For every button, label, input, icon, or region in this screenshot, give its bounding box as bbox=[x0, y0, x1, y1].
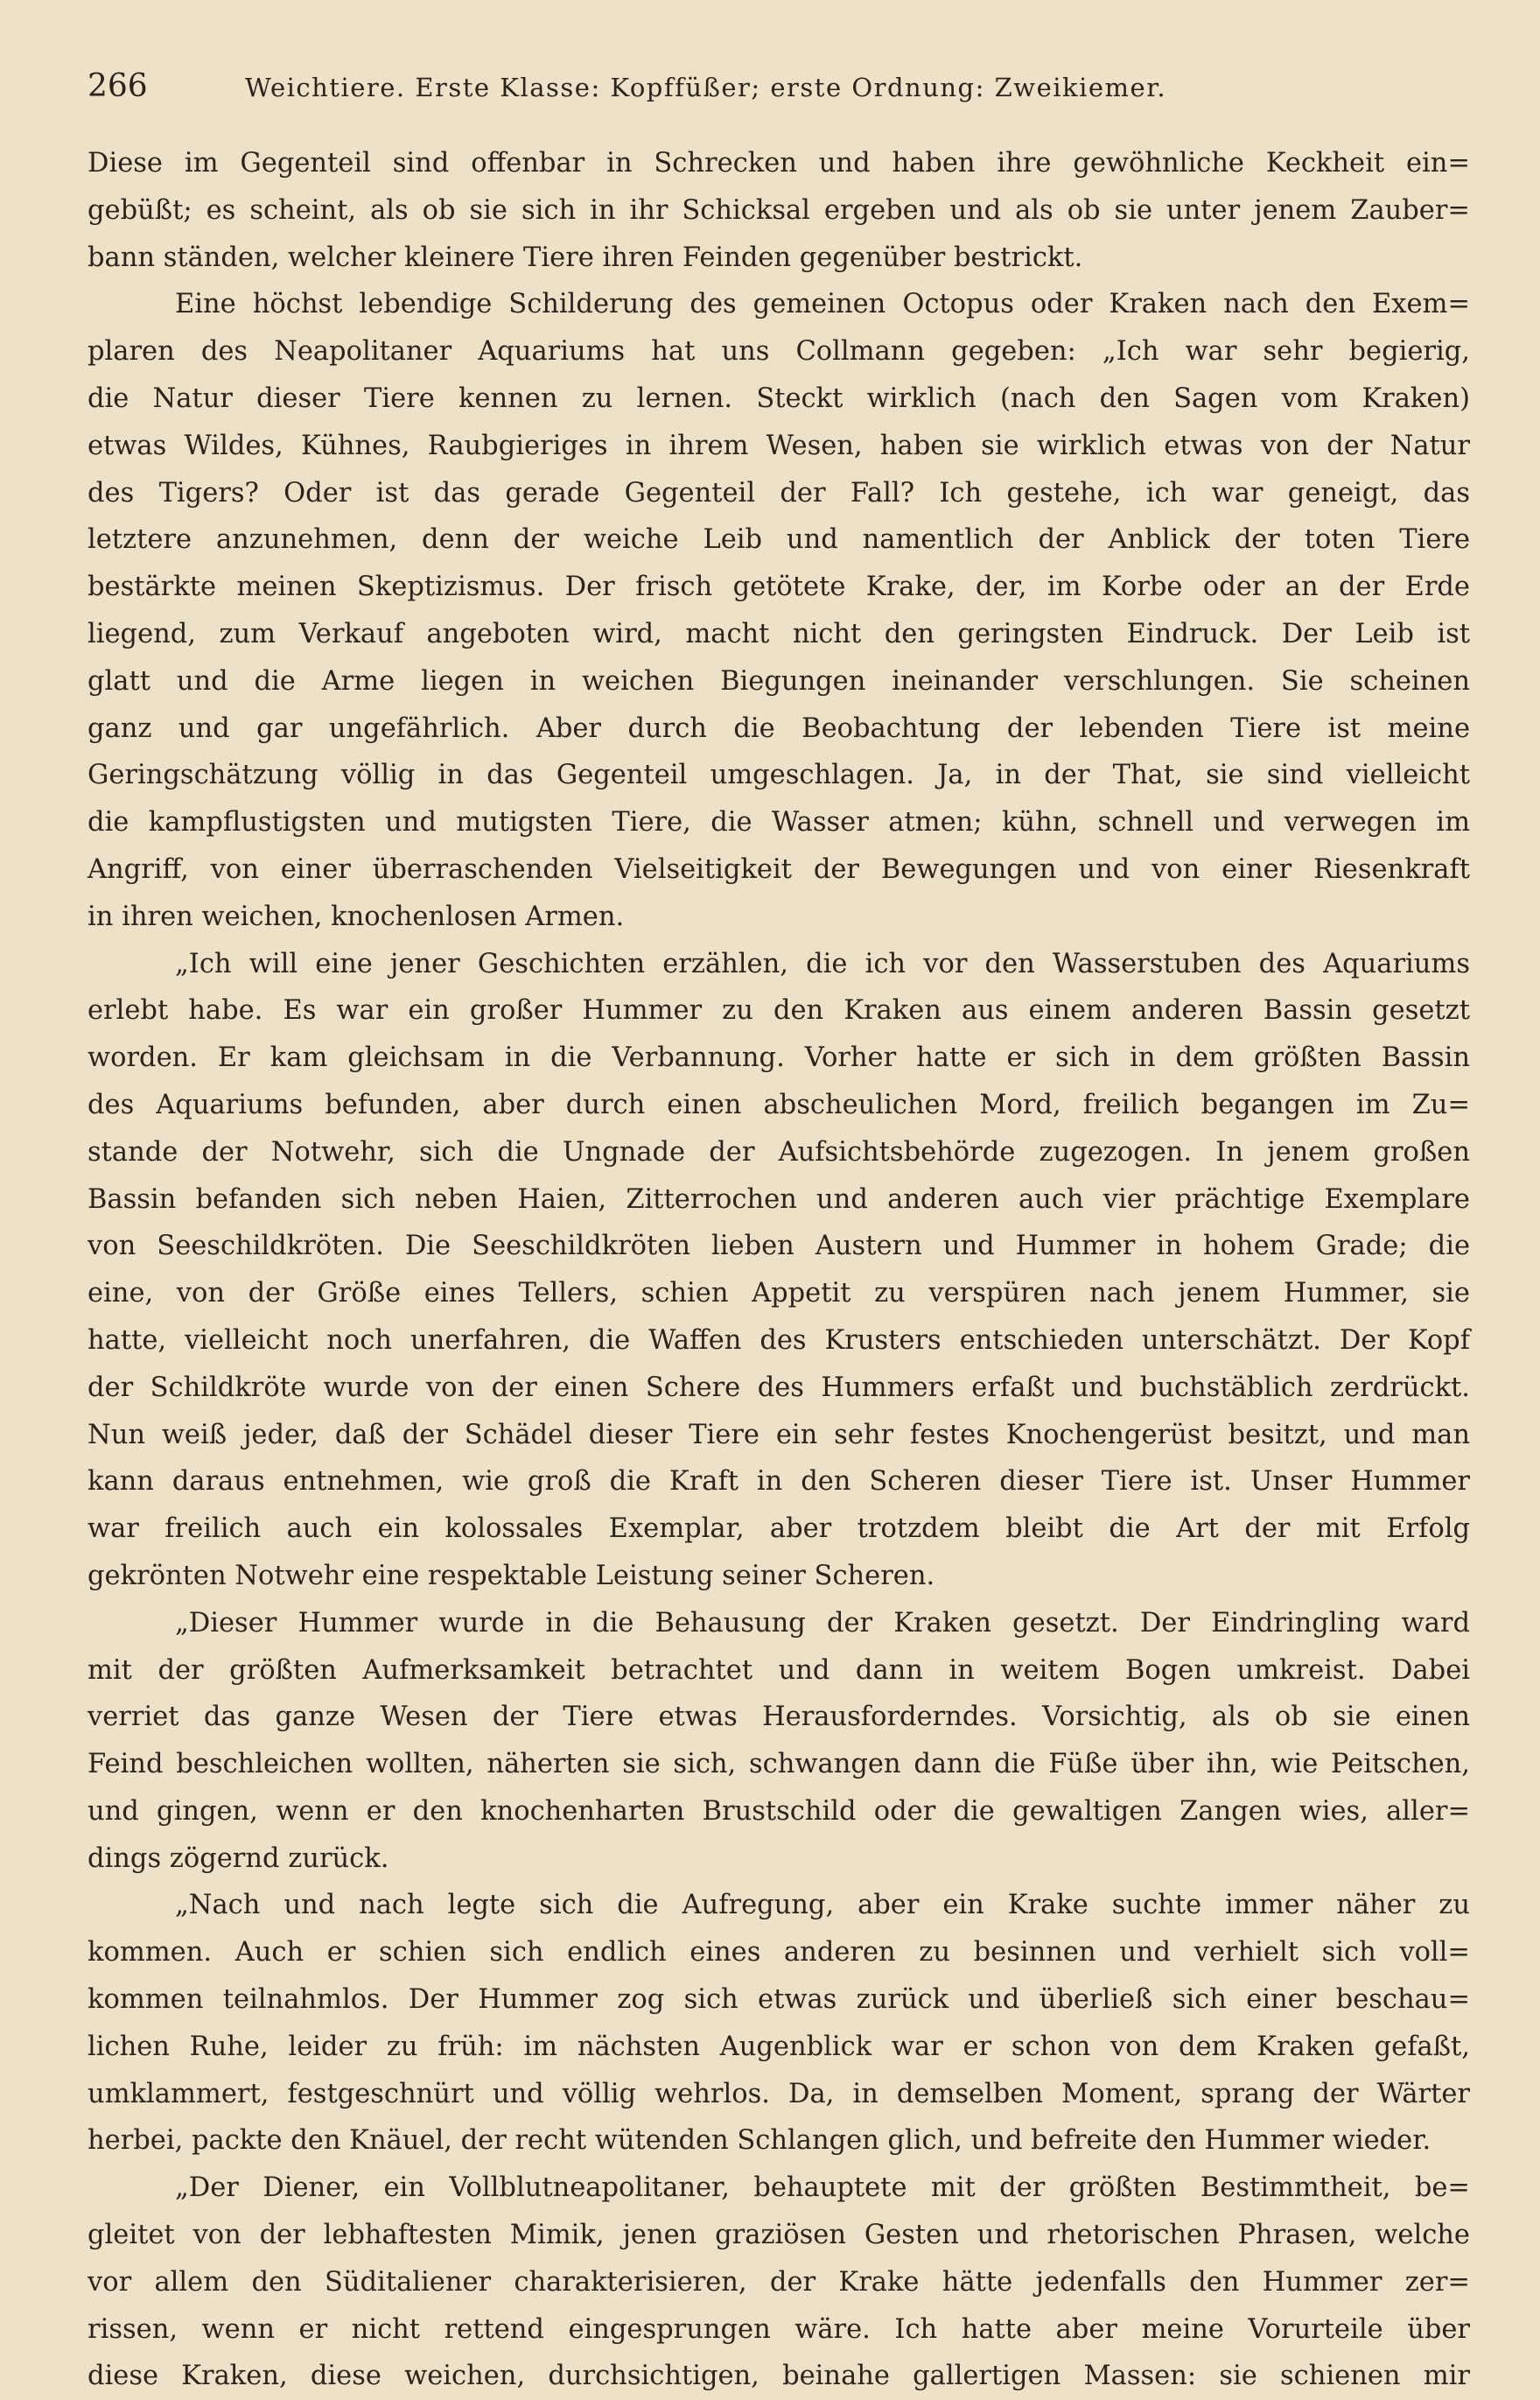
body-text bbox=[88, 140, 1470, 2400]
text-line: hatte, vielleicht noch unerfahren, die Waffen des Krusters entschieden unterschätzt. Der Kopf bbox=[88, 1324, 1470, 1356]
paragraph bbox=[88, 941, 1470, 1600]
text-line: gebüßt; es scheint, als ob sie sich in ihr Schicksal ergeben und als ob sie unter jenem Zauber= bbox=[88, 194, 1470, 226]
text-line: worden. Er kam gleichsam in die Verbannung. Vorher hatte er sich in dem größten Bassin bbox=[88, 1042, 1470, 1074]
text-line: bestärkte meinen Skeptizismus. Der frisch getötete Krake, der, im Korbe oder an der Erde bbox=[88, 572, 1470, 603]
text-line: kommen teilnahmlos. Der Hummer zog sich etwas zurück und überließ sich einer beschau= bbox=[88, 1984, 1470, 2016]
text-line: gleitet von der lebhaftesten Mimik, jenen graziösen Gesten und rhetorischen Phrasen, welche bbox=[88, 2220, 1470, 2251]
text-line: ganz und gar ungefährlich. Aber durch die Beobachtung der lebenden Tiere ist meine bbox=[88, 712, 1470, 744]
text-line: plaren des Neapolitaner Aquariums hat uns Collmann gegeben: „Ich war sehr begierig, bbox=[88, 336, 1470, 368]
text-line: des Aquariums befunden, aber durch einen abscheulichen Mord, freilich begangen im Zu= bbox=[88, 1089, 1470, 1120]
paragraph bbox=[88, 1882, 1470, 2165]
text-line: lichen Ruhe, leider zu früh: im nächsten Augenblick war er schon von dem Kraken gefaßt, bbox=[88, 2031, 1470, 2062]
text-line: verriet das ganze Wesen der Tiere etwas Herausforderndes. Vorsichtig, als ob sie einen bbox=[88, 1702, 1470, 1733]
text-line: umklammert, festgeschnürt und völlig wehrlos. Da, in demselben Moment, sprang der Wärter bbox=[88, 2078, 1470, 2109]
text-line: Eine höchst lebendige Schilderung des gemeinen Octopus oder Kraken nach den Exem= bbox=[175, 289, 1470, 320]
text-line: „Der Diener, ein Vollblutneapolitaner, behauptete mit der größten Bestimmtheit, be= bbox=[175, 2172, 1470, 2204]
text-line: Geringschätzung völlig in das Gegenteil umgeschlagen. Ja, in der That, sie sind vielleicht bbox=[88, 760, 1470, 791]
text-line: „Dieser Hummer wurde in die Behausung der Kraken gesetzt. Der Eindringling ward bbox=[175, 1607, 1470, 1639]
text-line: Diese im Gegenteil sind offenbar in Schrecken und haben ihre gewöhnliche Keckheit ein= bbox=[88, 148, 1470, 179]
text-line: rissen, wenn er nicht rettend eingesprungen wäre. Ich hatte aber meine Vorurteile über bbox=[88, 2313, 1470, 2345]
text-line: kann daraus entnehmen, wie groß die Kraft in den Scheren dieser Tiere ist. Unser Hummer bbox=[88, 1466, 1470, 1498]
text-line: „Ich will eine jener Geschichten erzählen, die ich vor den Wasserstuben des Aquariums bbox=[175, 948, 1470, 979]
text-line: Feind beschleichen wollten, näherten sie sich, schwangen dann die Füße über ihn, wie Peitschen, bbox=[88, 1749, 1470, 1780]
text-line: des Tigers? Oder ist das gerade Gegenteil der Fall? Ich gestehe, ich war geneigt, das bbox=[88, 477, 1470, 509]
text-line: Bassin befanden sich neben Haien, Zitterrochen und anderen auch vier prächtige Exemplare bbox=[88, 1183, 1470, 1215]
text-line: war freilich auch ein kolossales Exemplar, aber trotzdem bleibt die Art der mit Erfolg bbox=[88, 1513, 1470, 1545]
text-line: glatt und die Arme liegen in weichen Biegungen ineinander verschlungen. Sie scheinen bbox=[88, 665, 1470, 697]
text-line: etwas Wildes, Kühnes, Raubgieriges in ihrem Wesen, haben sie wirklich etwas von der Natur bbox=[88, 430, 1470, 461]
text-line: die Natur dieser Tiere kennen zu lernen. Steckt wirklich (nach den Sagen vom Kraken) bbox=[88, 382, 1470, 414]
text-line: liegend, zum Verkauf angeboten wird, macht nicht den geringsten Eindruck. Der Leib ist bbox=[88, 618, 1470, 649]
paragraph bbox=[88, 2165, 1470, 2400]
paragraph bbox=[88, 1600, 1470, 1883]
paragraph bbox=[88, 281, 1470, 940]
text-line: erlebt habe. Es war ein großer Hummer zu den Kraken aus einem anderen Bassin gesetzt bbox=[88, 995, 1470, 1027]
text-line: in ihren weichen, knochenlosen Armen. bbox=[88, 901, 625, 932]
running-head: Weichtiere. Erste Klasse: Kopffüßer; erste Ordnung: Zweikiemer. bbox=[245, 73, 1167, 102]
text-line: gekrönten Notwehr eine respektable Leistung seiner Scheren. bbox=[88, 1560, 935, 1591]
text-line: kommen. Auch er schien sich endlich eines anderen zu besinnen und verhielt sich voll= bbox=[88, 1937, 1470, 1968]
text-line: mit der größten Aufmerksamkeit betrachtet und dann in weitem Bogen umkreist. Dabei bbox=[88, 1654, 1470, 1686]
text-line: und gingen, wenn er den knochenharten Brustschild oder die gewaltigen Zangen wies, aller= bbox=[88, 1795, 1470, 1827]
text-line: letztere anzunehmen, denn der weiche Leib und namentlich der Anblick der toten Tiere bbox=[88, 524, 1470, 556]
page-number: 266 bbox=[88, 68, 148, 104]
text-line: herbei, packte den Knäuel, der recht wütenden Schlangen glich, und befreite den Hummer wieder. bbox=[88, 2125, 1432, 2157]
page-header bbox=[88, 68, 1470, 121]
text-line: diese Kraken, diese weichen, durchsichtigen, beinahe gallertigen Massen: sie schienen mir bbox=[88, 2361, 1470, 2392]
text-line: von Seeschildkröten. Die Seeschildkröten lieben Austern und Hummer in hohem Grade; die bbox=[88, 1231, 1470, 1262]
text-line: „Nach und nach legte sich die Aufregung, aber ein Krake suchte immer näher zu bbox=[175, 1890, 1470, 1921]
text-line: stande der Notwehr, sich die Ungnade der Aufsichtsbehörde zugezogen. In jenem großen bbox=[88, 1136, 1470, 1168]
text-line: der Schildkröte wurde von der einen Schere des Hummers erfaßt und buchstäblich zerdrückt. bbox=[88, 1372, 1470, 1403]
text-line: Angriff, von einer überraschenden Vielseitigkeit der Bewegungen und von einer Riesenkraft bbox=[88, 853, 1470, 885]
paragraph bbox=[88, 140, 1470, 281]
text-line: vor allem den Süditaliener charakterisieren, der Krake hätte jedenfalls den Hummer zer= bbox=[88, 2266, 1470, 2298]
text-line: eine, von der Größe eines Tellers, schien Appetit zu verspüren nach jenem Hummer, sie bbox=[88, 1278, 1470, 1309]
text-line: Nun weiß jeder, daß der Schädel dieser Tiere ein sehr festes Knochengerüst besitzt, und man bbox=[88, 1419, 1470, 1450]
text-line: dings zögernd zurück. bbox=[88, 1842, 389, 1874]
text-line: bann ständen, welcher kleinere Tiere ihren Feinden gegenüber bestrickt. bbox=[88, 242, 1083, 273]
text-line: die kampflustigsten und mutigsten Tiere, die Wasser atmen; kühn, schnell und verwegen im bbox=[88, 807, 1470, 839]
